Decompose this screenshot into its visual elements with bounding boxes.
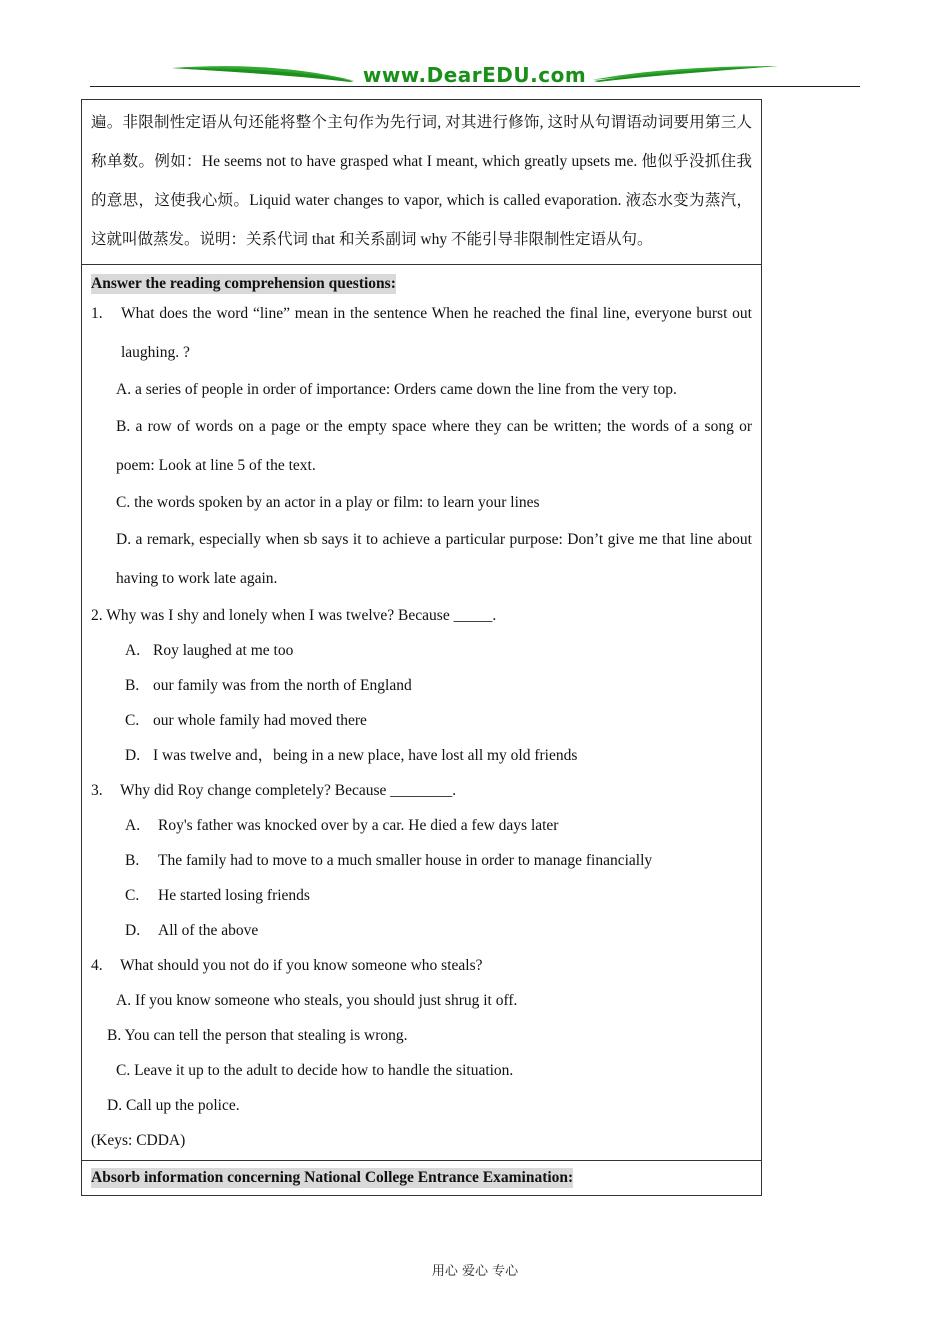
option-a: A. Roy laughed at me too — [125, 642, 294, 659]
content-table — [81, 99, 762, 1196]
question-4: 4. What should you not do if you know someone who steals? — [91, 957, 483, 974]
answer-keys: (Keys: CDDA) — [91, 1132, 186, 1149]
option-c: C. He started losing friends — [125, 887, 310, 904]
header-divider — [90, 86, 860, 87]
question-1 — [91, 294, 752, 372]
section-heading-exam: Absorb information concerning National College Entrance Examination: — [91, 1169, 574, 1186]
option-c: C. our whole family had moved there — [125, 712, 367, 729]
option-b: B. The family had to move to a much smaller house in order to manage financially — [125, 852, 653, 869]
option-a: A. a series of people in order of importance: Orders came down the line from the very top. — [116, 381, 677, 398]
question-text: What does the word “line” mean in the sentence When he reached the final line, everyone burst out laughing. ? — [121, 305, 752, 361]
option-b: B. You can tell the person that stealing is wrong. — [107, 1027, 408, 1044]
grammar-note-paragraph: 遍。非限制性定语从句还能将整个主句作为先行词, 对其进行修饰, 这时从句谓语动词要用第三人称单数。例如：He seems not to have grasped what I meant, which greatly upsets me. 他似乎没抓住我的意思，这使我心烦。Liquid water changes to vapor, which is called evaporation. 液态水变为蒸汽，这就叫做蒸发。说明：关系代词 that 和关系副词 why 不能引导非限制性定语从句。 — [91, 114, 752, 248]
exam-info-cell — [82, 1161, 761, 1195]
page-footer: 用心 爱心 专心 — [431, 1264, 519, 1279]
question-3: 3. Why did Roy change completely? Because ________. — [91, 782, 457, 799]
logo-text: www.DearEDU.com — [362, 63, 587, 87]
option-d: D. a remark, especially when sb says it to achieve a particular purpose: Don’t give me that line about having to work late again. — [116, 531, 752, 587]
option-c: C. Leave it up to the adult to decide how to handle the situation. — [116, 1062, 514, 1079]
option-c: C. the words spoken by an actor in a play or film: to learn your lines — [116, 494, 540, 511]
option-a: A. Roy's father was knocked over by a car. He died a few days later — [125, 817, 559, 834]
question-2-text: 2. Why was I shy and lonely when I was twelve? Because _____. — [91, 607, 497, 624]
option-b: B. our family was from the north of England — [125, 677, 412, 694]
option-a: A. If you know someone who steals, you should just shrug it off. — [116, 992, 518, 1009]
reading-questions-cell — [82, 265, 761, 1161]
option-d: D. All of the above — [125, 922, 259, 939]
question-number: 1. — [91, 305, 103, 322]
grammar-note-cell — [82, 100, 761, 265]
page-header — [90, 62, 860, 90]
logo — [172, 62, 778, 88]
option-d: D. I was twelve and，being in a new place, have lost all my old friends — [125, 747, 578, 764]
question-1-options — [91, 372, 752, 598]
section-heading-reading: Answer the reading comprehension questions: — [91, 275, 396, 292]
option-d: D. Call up the police. — [107, 1097, 240, 1114]
option-b: B. a row of words on a page or the empty space where they can be written; the words of a song or poem: Look at line 5 of the text. — [116, 418, 752, 474]
